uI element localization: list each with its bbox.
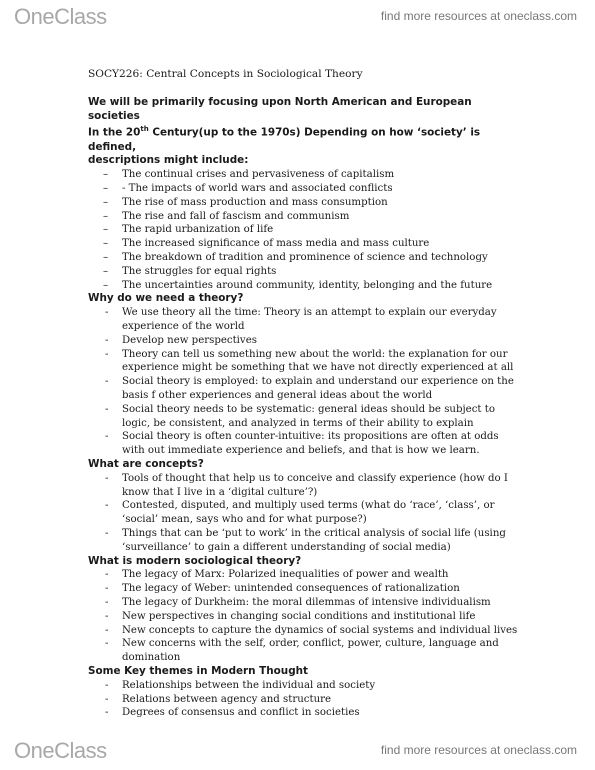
list-item-text: The legacy of Marx: Polarized inequalities of power and wealth xyxy=(122,569,449,581)
list-item xyxy=(88,568,518,582)
list-item xyxy=(88,403,518,431)
dash-mark: – xyxy=(103,210,109,222)
list-item xyxy=(88,596,518,610)
dash-mark: – xyxy=(103,238,109,250)
list-item-text: The breakdown of tradition and prominence of science and technology xyxy=(122,252,488,264)
intro-line-1: We will be primarily focusing upon North American and European societies xyxy=(88,95,472,122)
bullet-mark: - xyxy=(105,472,109,484)
resources-link[interactable]: find more resources at oneclass.com xyxy=(380,9,577,23)
bullet-mark: - xyxy=(105,500,109,512)
dash-mark: – xyxy=(103,183,109,195)
bullet-mark: - xyxy=(105,569,109,581)
dash-mark: – xyxy=(103,265,109,277)
bullet-mark: - xyxy=(105,707,109,719)
bullet-mark: - xyxy=(105,527,109,539)
list-item-text: The rise and fall of fascism and communism xyxy=(122,210,350,222)
list-item-text: Contested, disputed, and multiply used terms (what do ‘race’, ‘class’, or ‘social’ mean, says who and for what purpose?) xyxy=(122,500,495,526)
dash-mark: – xyxy=(103,224,109,236)
intro-line-3: descriptions might include: xyxy=(88,154,249,167)
list-item xyxy=(88,168,518,182)
list-item-text: Degrees of consensus and conflict in societies xyxy=(122,707,360,719)
list-item-text: The rapid urbanization of life xyxy=(122,224,274,236)
list-item-text: Theory can tell us something new about the world: the explanation for our experience might be something that we have not directly experienced at all xyxy=(122,348,514,374)
bullet-mark: - xyxy=(105,431,109,443)
bullet-mark: - xyxy=(105,610,109,622)
list-item-text: The uncertainties around community, identity, belonging and the future xyxy=(122,279,493,291)
section-heading-theory: Why do we need a theory? xyxy=(88,292,244,305)
list-item xyxy=(88,210,518,224)
page-footer xyxy=(0,738,595,770)
list-item-text: The rise of mass production and mass consumption xyxy=(122,196,388,208)
list-item xyxy=(88,196,518,210)
list-item xyxy=(88,624,518,638)
page-header xyxy=(0,0,595,34)
list-item xyxy=(88,279,518,293)
bullet-mark: - xyxy=(105,693,109,705)
bullet-mark: - xyxy=(105,334,109,346)
section-heading-modern-theory: What is modern sociological theory? xyxy=(88,554,302,567)
list-item xyxy=(88,582,518,596)
dash-mark: – xyxy=(103,196,109,208)
list-item-text: Develop new perspectives xyxy=(122,334,257,346)
theory-list xyxy=(88,306,518,458)
list-item xyxy=(88,679,518,693)
list-item xyxy=(88,237,518,251)
dash-mark: – xyxy=(103,252,109,264)
section-heading-key-themes: Some Key themes in Modern Thought xyxy=(88,664,309,677)
bullet-mark: - xyxy=(105,583,109,595)
document-body xyxy=(88,68,518,720)
list-item-text: Social theory is employed: to explain and understand our experience on the basis f other experiences and general ideas about the world xyxy=(122,376,514,401)
section-heading-concepts: What are concepts? xyxy=(88,457,204,470)
bullet-mark: - xyxy=(105,348,109,360)
key-themes-list xyxy=(88,679,518,720)
oneclass-logo[interactable]: OneClass xyxy=(14,738,107,763)
list-item-text: The struggles for equal rights xyxy=(122,265,277,277)
list-item-text: Relations between agency and structure xyxy=(122,693,332,705)
list-item xyxy=(88,348,518,376)
list-item-text: Social theory is often counter-intuitive: its propositions are often at odds with out immediate experience and beliefs, and that is how we learn. xyxy=(122,431,499,457)
list-item-text: The increased significance of mass media and mass culture xyxy=(122,238,430,250)
oneclass-logo[interactable]: OneClass xyxy=(14,4,107,29)
list-item xyxy=(88,375,518,403)
intro-line-2 xyxy=(88,123,518,154)
list-item xyxy=(88,610,518,624)
list-item xyxy=(88,223,518,237)
list-item xyxy=(88,334,518,348)
list-item-text: New concerns with the self, order, conflict, power, culture, language and domination xyxy=(122,638,499,664)
dash-mark: – xyxy=(103,169,109,181)
intro-line-2-pre: In the 20 xyxy=(88,126,141,139)
dash-mark: – xyxy=(103,279,109,291)
descriptions-list xyxy=(88,168,518,292)
list-item xyxy=(88,430,518,458)
list-item-text: New concepts to capture the dynamics of social systems and individual lives xyxy=(122,624,518,636)
intro-line-2-post: Century(up to the 1970s) Depending on how ‘society’ is defined, xyxy=(88,126,481,153)
bullet-mark: - xyxy=(105,679,109,691)
list-item xyxy=(88,251,518,265)
list-item-text: We use theory all the time: Theory is an attempt to explain our everyday experience of the world xyxy=(122,307,497,333)
list-item-text: Relationships between the individual and society xyxy=(122,679,376,691)
list-item-text: - The impacts of world wars and associated conflicts xyxy=(122,183,393,195)
bullet-mark: - xyxy=(105,624,109,636)
bullet-mark: - xyxy=(105,596,109,608)
list-item-text: New perspectives in changing social conditions and institutional life xyxy=(122,610,476,622)
list-item-text: The legacy of Weber: unintended consequences of rationalization xyxy=(122,583,460,595)
list-item xyxy=(88,706,518,720)
list-item xyxy=(88,499,518,527)
list-item-text: The legacy of Durkheim: the moral dilemmas of intensive individualism xyxy=(122,596,491,608)
bullet-mark: - xyxy=(105,638,109,650)
concepts-list xyxy=(88,472,518,555)
intro-line-2-sup: th xyxy=(140,125,149,134)
bullet-mark: - xyxy=(105,307,109,319)
list-item xyxy=(88,265,518,279)
list-item-text: Tools of thought that help us to conceive and classify experience (how do I know that I live in a ‘digital culture’?) xyxy=(122,472,508,498)
modern-theory-list xyxy=(88,568,518,665)
list-item xyxy=(88,637,518,665)
list-item xyxy=(88,306,518,334)
list-item xyxy=(88,693,518,707)
bullet-mark: - xyxy=(105,403,109,415)
list-item xyxy=(88,527,518,555)
list-item xyxy=(88,472,518,500)
bullet-mark: - xyxy=(105,376,109,388)
list-item-text: Social theory needs to be systematic: general ideas should be subject to logic, be consistent, and analyzed in terms of their ability to explain xyxy=(122,403,495,429)
list-item-text: The continual crises and pervasiveness of capitalism xyxy=(122,169,395,181)
resources-link[interactable]: find more resources at oneclass.com xyxy=(380,743,577,757)
list-item xyxy=(88,182,518,196)
document-title: SOCY226: Central Concepts in Sociological Theory xyxy=(88,68,363,80)
list-item-text: Things that can be ‘put to work’ in the critical analysis of social life (using ‘surveillance’ to gain a different understanding of social media) xyxy=(122,527,506,553)
